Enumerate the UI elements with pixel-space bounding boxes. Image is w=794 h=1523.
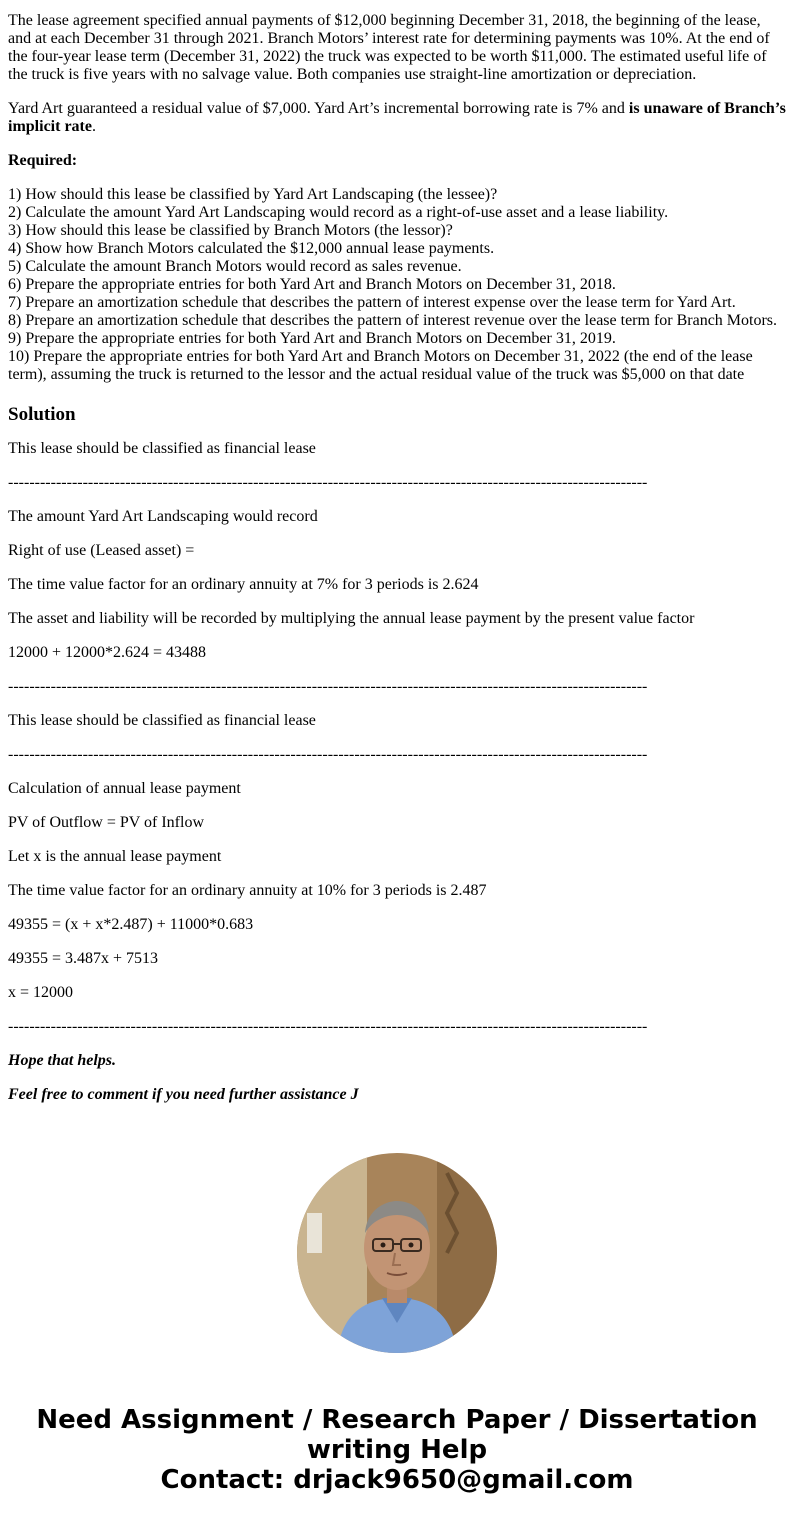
solution-answer-2-factor: The time value factor for an ordinary annuity at 7% for 3 periods is 2.624 [8,576,479,593]
question-paragraph-2-bold: is unaware of Branch’s implicit rate [8,100,786,135]
solution-answer-2-calc: 12000 + 12000*2.624 = 43488 [8,644,207,661]
solution-answer-4-intro: Calculation of annual lease payment [8,780,241,797]
separator-line: ------------------------------------------------------------------------------------------------------------------------ [8,474,648,491]
required-item-4: 4) Show how Branch Motors calculated the $12,000 annual lease payments. [8,240,495,257]
separator-line: ------------------------------------------------------------------------------------------------------------------------ [8,678,648,695]
required-item-3: 3) How should this lease be classified by Branch Motors (the lessor)? [8,222,453,239]
solution-answer-1: This lease should be classified as financial lease [8,440,316,457]
question-paragraph-1: The lease agreement specified annual payments of $12,000 beginning December 31, 2018, the beginning of the lease, and at each December 31 through 2021. Branch Motors’ interest rate for determining payments was 10%. At the end of the four-year lease term (December 31, 2022) the truck was expected to be worth $11,000. The estimated useful life of the truck is five years with no salvage value. Both companies use straight-line amortization or depreciation. [8,12,770,83]
question-paragraph-2 [8,100,786,136]
required-item-6: 6) Prepare the appropriate entries for both Yard Art and Branch Motors on December 31, 2018. [8,276,616,293]
solution-answer-4-calc-2: 49355 = 3.487x + 7513 [8,950,159,967]
required-list [8,186,786,384]
required-label [8,152,786,170]
required-item-8: 8) Prepare an amortization schedule that describes the pattern of interest revenue over the lease term for Branch Motors. [8,312,778,329]
author-avatar [297,1153,497,1353]
separator-line: ------------------------------------------------------------------------------------------------------------------------ [8,746,648,763]
separator-line: ------------------------------------------------------------------------------------------------------------------------ [8,1018,648,1035]
required-item-9: 9) Prepare the appropriate entries for both Yard Art and Branch Motors on December 31, 2019. [8,330,616,347]
required-item-7: 7) Prepare an amortization schedule that describes the pattern of interest expense over the lease term for Yard Art. [8,294,736,311]
required-item-5: 5) Calculate the amount Branch Motors would record as sales revenue. [8,258,462,275]
required-label-text: Required: [8,152,78,169]
promo-line-2: writing Help [306,1435,488,1465]
closing-hope: Hope that helps. [8,1052,117,1069]
promo-contact: Contact: drjack9650@gmail.com [160,1465,634,1495]
question-paragraph-2-text: Yard Art guaranteed a residual value of $7,000. Yard Art’s incremental borrowing rate is 7% and [8,100,629,117]
solution-answer-4-result: x = 12000 [8,984,74,1001]
solution-answer-3: This lease should be classified as financial lease [8,712,316,729]
required-item-2: 2) Calculate the amount Yard Art Landscaping would record as a right-of-use asset and a lease liability. [8,204,669,221]
solution-answer-4-let: Let x is the annual lease payment [8,848,222,865]
required-item-10: 10) Prepare the appropriate entries for both Yard Art and Branch Motors on December 31, 2022 (the end of the lease term), assuming the truck is returned to the lessor and the actual residual value of the truck was $5,000 on that date [8,348,753,383]
solution-answer-2-explain: The asset and liability will be recorded by multiplying the annual lease payment by the present value factor [8,610,695,627]
promo-banner [0,1405,794,1495]
required-item-1: 1) How should this lease be classified by Yard Art Landscaping (the lessee)? [8,186,498,203]
solution-answer-4-factor: The time value factor for an ordinary annuity at 10% for 3 periods is 2.487 [8,882,487,899]
solution-answer-2-label: Right of use (Leased asset) = [8,542,195,559]
solution-answer-4-calc-1: 49355 = (x + x*2.487) + 11000*0.683 [8,916,254,933]
author-portrait-image [297,1153,497,1353]
closing-comment: Feel free to comment if you need further assistance J [8,1086,359,1103]
solution-heading: Solution [8,404,76,425]
question-paragraph-2-end: . [91,118,96,135]
solution-answer-4-equation: PV of Outflow = PV of Inflow [8,814,204,831]
promo-line-1: Need Assignment / Research Paper / Dissertation [36,1405,758,1435]
solution-answer-2-intro: The amount Yard Art Landscaping would record [8,508,318,525]
